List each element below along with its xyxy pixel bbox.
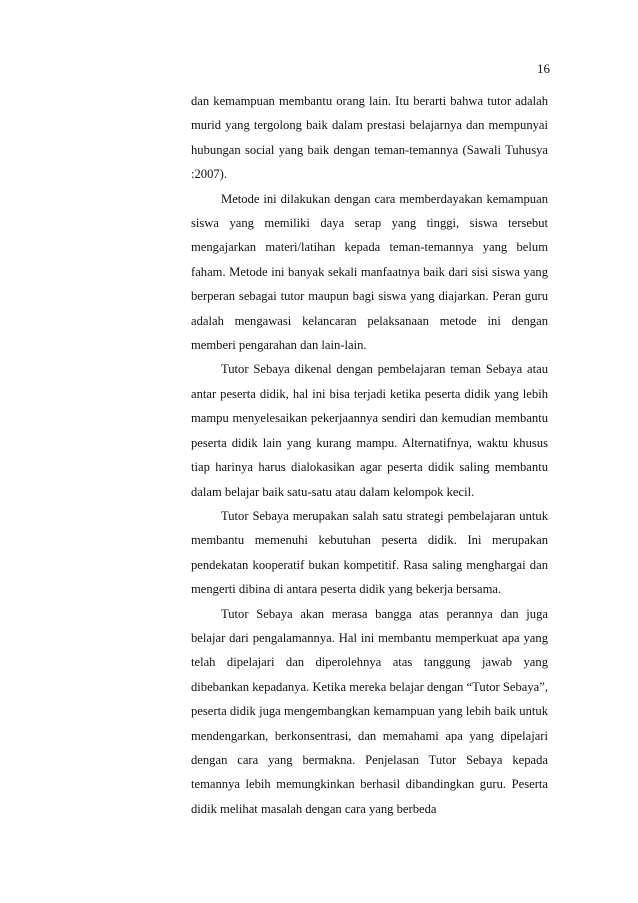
paragraph-tutor-sebaya-definition: Tutor Sebaya dikenal dengan pembelajaran teman Sebaya atau antar peserta didik, hal ini bisa terjadi ketika peserta didik yang lebih mampu menyelesaikan pekerjaannya sendiri dan kemudian membantu peserta didik lain yang kurang mampu. Alternatifnya, waktu khusus tiap harinya harus dialokasikan agar peserta didik saling membantu dalam belajar baik satu-satu atau dalam kelompok kecil.	[191, 362, 548, 499]
body-text	[191, 89, 548, 821]
paragraph-continuation: dan kemampuan membantu orang lain. Itu berarti bahwa tutor adalah murid yang tergolong baik dalam prestasi belajarnya dan mempunyai hubungan social yang baik dengan teman-temannya (Sawali Tuhusya :2007).	[191, 94, 548, 182]
page-number: 16	[537, 61, 550, 76]
paragraph-tutor-sebaya-strategy: Tutor Sebaya merupakan salah satu strategi pembelajaran untuk membantu memenuhi kebutuhan peserta didik. Ini merupakan pendekatan kooperatif bukan kompetitif. Rasa saling menghargai dan mengerti dibina di antara peserta didik yang bekerja bersama.	[191, 508, 548, 597]
paragraph-metode: Metode ini dilakukan dengan cara memberdayakan kemampuan siswa yang memiliki daya serap yang tinggi, siswa tersebut mengajarkan materi/latihan kepada teman-temannya yang belum faham. Metode ini banyak sekali manfaatnya baik dari sisi siswa yang berperan sebagai tutor maupun bagi siswa yang diajarkan. Peran guru adalah mengawasi kelancaran pelaksanaan metode ini dengan memberi pengarahan dan lain-lain.	[191, 191, 548, 353]
paragraph-tutor-sebaya-benefits: Tutor Sebaya akan merasa bangga atas perannya dan juga belajar dari pengalamannya. Hal ini membantu memperkuat apa yang telah dipelajari dan diperolehnya atas tanggung jawab yang dibebankan kepadanya. Ketika mereka belajar dengan “Tutor Sebaya”, peserta didik juga mengembangkan kemampuan yang lebih baik untuk mendengarkan, berkonsentrasi, dan memahami apa yang dipelajari dengan cara yang bermakna. Penjelasan Tutor Sebaya kepada temannya lebih memungkinkan berhasil dibandingkan guru. Peserta didik melihat masalah dengan cara yang berbeda	[191, 606, 548, 816]
